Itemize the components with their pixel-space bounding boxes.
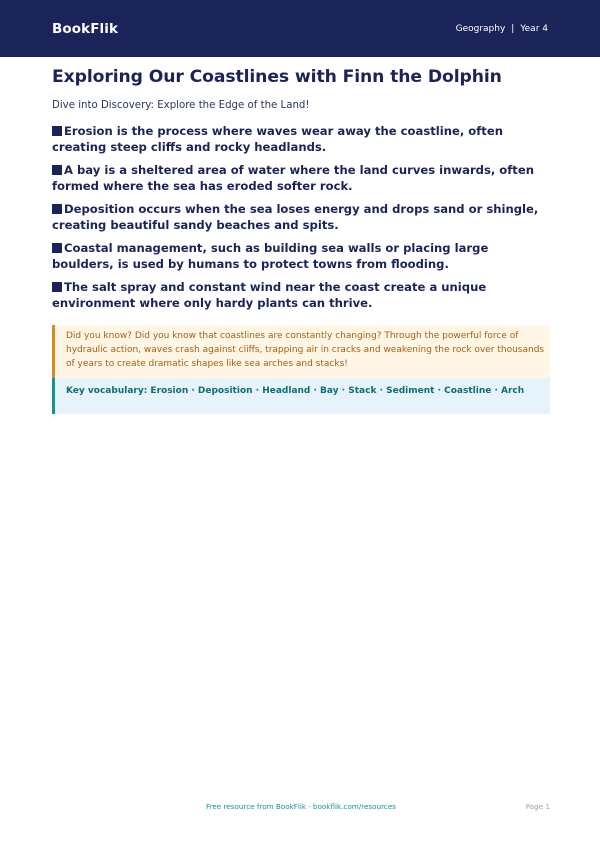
year-label: Year 4: [520, 23, 548, 34]
square-bullet-icon: [52, 165, 62, 175]
meta-separator: |: [511, 23, 515, 34]
square-bullet-icon: [52, 282, 62, 292]
fact-item: [52, 240, 550, 272]
brand-logo-text[interactable]: BookFlik: [52, 20, 119, 37]
worksheet-content: [52, 65, 550, 414]
square-bullet-icon: [52, 243, 62, 253]
fact-item: [52, 279, 550, 311]
fact-text: The salt spray and constant wind near the coast create a unique environment where only hardy plants can thrive.: [52, 280, 487, 310]
fact-text: A bay is a sheltered area of water where the land curves inwards, often formed where the sea has eroded softer rock.: [52, 163, 534, 193]
page-footer: [52, 802, 550, 814]
square-bullet-icon: [52, 204, 62, 214]
page-title: Exploring Our Coastlines with Finn the Dolphin: [52, 67, 502, 87]
footer-credit-link[interactable]: Free resource from BookFlik · bookflik.com/resources: [205, 802, 397, 811]
fact-text: Deposition occurs when the sea loses energy and drops sand or shingle, creating beautiful sandy beaches and spits.: [52, 202, 539, 232]
page-subtitle: Dive into Discovery: Explore the Edge of the Land!: [52, 100, 310, 111]
header-meta: [456, 24, 548, 34]
fact-text: Erosion is the process where waves wear away the coastline, often creating steep cliffs and rocky headlands.: [52, 124, 503, 154]
square-bullet-icon: [52, 126, 62, 136]
page-number: Page 1: [525, 802, 550, 811]
subject-label: Geography: [455, 23, 506, 34]
did-you-know-callout: [52, 325, 550, 378]
key-vocabulary-box: [52, 378, 550, 414]
fact-item: [52, 123, 550, 155]
vocabulary-text: Key vocabulary: Erosion · Deposition · Headland · Bay · Stack · Sediment · Coastline · Arch: [66, 385, 525, 396]
fact-item: [52, 201, 550, 233]
fact-list: [52, 123, 550, 311]
fact-text: Coastal management, such as building sea walls or placing large boulders, is used by humans to protect towns from flooding.: [52, 241, 489, 271]
callout-text: Did you know? Did you know that coastlines are constantly changing? Through the powerful force of hydraulic action, waves crash against cliffs, trapping air in cracks and weakening the rock over thousands of years to create dramatic shapes like sea arches and stacks!: [66, 331, 545, 370]
top-header-bar: [0, 0, 600, 57]
fact-item: [52, 162, 550, 194]
